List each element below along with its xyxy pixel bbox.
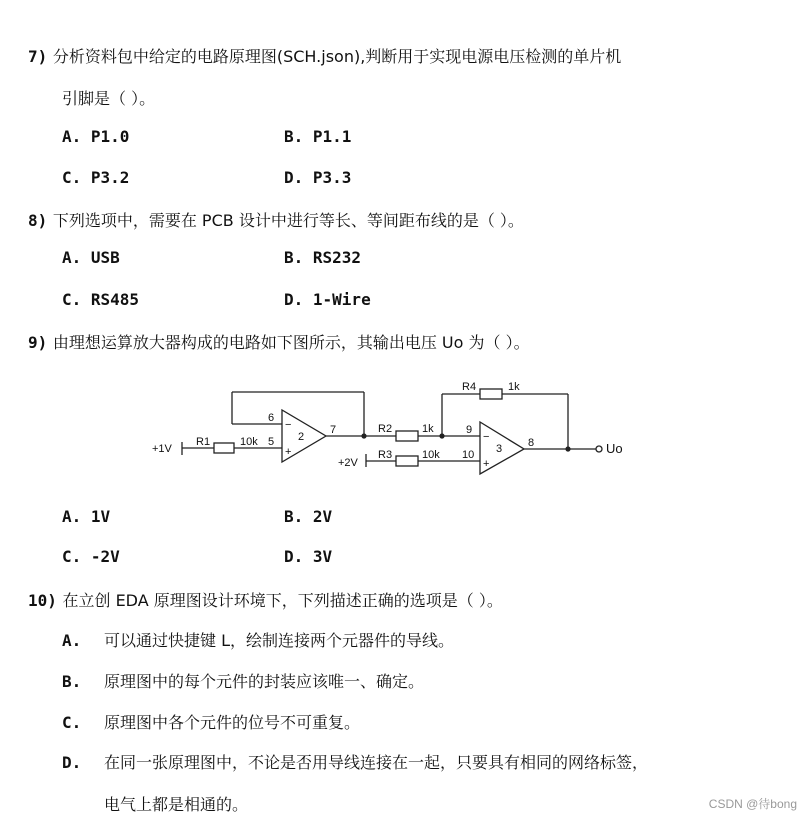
- q10-option-b-text: 原理图中的每个元件的封装应该唯一、确定。: [104, 672, 425, 691]
- q7-option-d[interactable]: D. P3.3: [284, 168, 352, 187]
- pin8-label: 8: [528, 437, 535, 449]
- opamp2-number: 3: [496, 443, 503, 455]
- q7-option-a[interactable]: A. P1.0: [62, 127, 130, 146]
- q10-option-d-key: D.: [62, 753, 82, 772]
- q9-option-a[interactable]: A. 1V: [62, 507, 111, 526]
- q10-option-a-key: A.: [62, 631, 82, 650]
- q9-text: 由理想运算放大器构成的电路如下图所示，其输出电压 Uo 为（ ）。: [52, 333, 530, 352]
- q10-option-b[interactable]: [62, 669, 424, 692]
- q8-number: 8): [28, 211, 48, 230]
- q9-option-d[interactable]: D. 3V: [284, 547, 333, 566]
- q7-line1: [28, 44, 621, 67]
- opamp1-plus: +: [285, 446, 292, 458]
- q7-text-line2: 引脚是（ ）。: [62, 89, 156, 108]
- q10-option-c-text: 原理图中各个元件的位号不可重复。: [104, 713, 361, 732]
- pin6-label: 6: [268, 412, 275, 424]
- r3-label: R3: [378, 449, 393, 461]
- q10-stem: [28, 588, 503, 611]
- r2-resistor: [396, 431, 418, 441]
- r4-value: 1k: [508, 381, 520, 393]
- q8-option-b[interactable]: B. RS232: [284, 248, 362, 267]
- input1-label: +1V: [152, 443, 172, 455]
- q7-option-c[interactable]: C. P3.2: [62, 168, 130, 187]
- opamp1-minus: −: [285, 419, 292, 431]
- input2-label: +2V: [338, 457, 358, 469]
- pin7-label: 7: [330, 424, 337, 436]
- q7-option-b[interactable]: B. P1.1: [284, 127, 352, 146]
- opamp2-plus: +: [483, 458, 490, 470]
- pin10-label: 10: [462, 449, 475, 461]
- pin5-label: 5: [268, 436, 275, 448]
- r3-resistor: [396, 456, 418, 466]
- q10-option-d-continuation: 电气上都是相通的。: [104, 795, 249, 814]
- output-label: Uo: [606, 441, 623, 456]
- csdn-watermark: CSDN @待bong: [708, 797, 797, 811]
- q9-option-c[interactable]: C. -2V: [62, 547, 120, 566]
- q10-option-c-key: C.: [62, 713, 82, 732]
- r3-value: 10k: [422, 449, 440, 461]
- q9-number: 9): [28, 333, 48, 352]
- q10-text: 在立创 EDA 原理图设计环境下，下列描述正确的选项是（ ）。: [62, 591, 503, 610]
- uo-terminal: [596, 446, 602, 452]
- q9-option-b[interactable]: B. 2V: [284, 507, 333, 526]
- opamp2-minus: −: [483, 431, 490, 443]
- q8-option-a[interactable]: A. USB: [62, 248, 120, 267]
- r2-value: 1k: [422, 423, 434, 435]
- r2-label: R2: [378, 423, 393, 435]
- q10-option-a[interactable]: [62, 628, 454, 651]
- q10-number: 10): [28, 591, 57, 610]
- q9-stem: [28, 330, 530, 353]
- opamp1-number: 2: [298, 431, 305, 443]
- q8-option-d[interactable]: D. 1-Wire: [284, 290, 371, 309]
- pin9-label: 9: [466, 424, 473, 436]
- r1-resistor: [214, 443, 234, 453]
- q10-option-b-key: B.: [62, 672, 82, 691]
- r1-label: R1: [196, 436, 211, 448]
- r4-label: R4: [462, 381, 477, 393]
- q8-text: 下列选项中，需要在 PCB 设计中进行等长、等间距布线的是（ ）。: [52, 211, 524, 230]
- q7-number: 7): [28, 47, 48, 66]
- q10-option-c[interactable]: [62, 710, 360, 733]
- r1-value: 10k: [240, 436, 258, 448]
- q10-option-d[interactable]: [62, 750, 648, 773]
- q10-option-d-text: 在同一张原理图中，不论是否用导线连接在一起，只要具有相同的网络标签，: [104, 753, 649, 772]
- q7-text-line1: 分析资料包中给定的电路原理图(SCH.json),判断用于实现电源电压检测的单片机: [52, 47, 622, 66]
- q8-stem: [28, 208, 524, 231]
- q10-option-a-text: 可以通过快捷键 L，绘制连接两个元器件的导线。: [104, 631, 455, 650]
- q9-circuit-diagram: [0, 370, 811, 490]
- q8-option-c[interactable]: C. RS485: [62, 290, 140, 309]
- r4-resistor: [480, 389, 502, 399]
